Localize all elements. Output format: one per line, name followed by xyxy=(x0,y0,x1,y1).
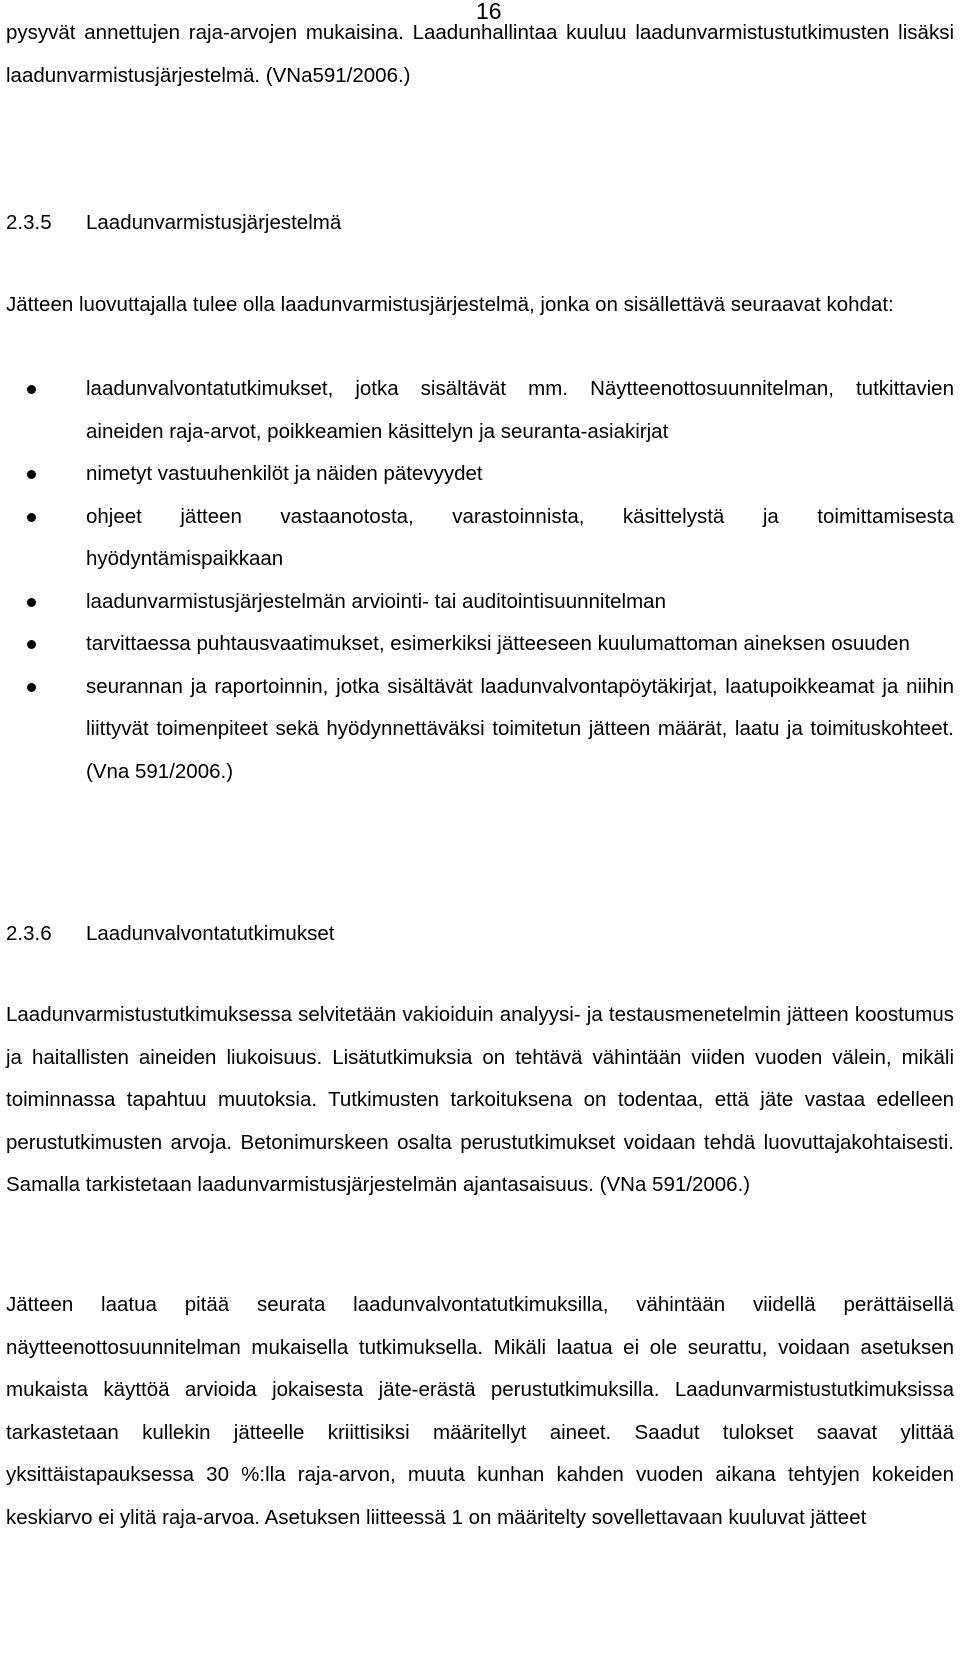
section-heading-2-3-5 xyxy=(6,202,954,245)
intro-paragraph: pysyvät annettujen raja-arvojen mukaisina. Laadunhallintaa kuuluu laadunvarmistustutkimusten lisäksi laadunvarmistusjärjestelmä. (VNa591/2006.) xyxy=(6,21,954,87)
section-heading-2-3-6 xyxy=(6,913,954,956)
list-item: ohjeet jätteen vastaanotosta, varastoinnista, käsittelystä ja toimittamisesta hyödyntämispaikkaan xyxy=(0,496,954,581)
section-title: Laadunvalvontatutkimukset xyxy=(86,922,335,945)
body-paragraph-1: Laadunvarmistustutkimuksessa selvitetään vakioiduin analyysi- ja testausmenetelmin jätteen koostumus ja haitallisten aineiden liukoisuus. Lisätutkimuksia on tehtävä vähintään viiden vuoden välein, mikäli toiminnassa tapahtuu muutoksia. Tutkimusten tarkoituksena on todentaa, että jäte vastaa edelleen perustutkimusten arvoja. Betonimurskeen osalta perustutkimukset voidaan tehdä luovuttajakohtaisesti. Samalla tarkistetaan laadunvarmistusjärjestelmän ajantasaisuus. (VNa 591/2006.) xyxy=(6,1003,954,1196)
bullet-icon xyxy=(27,385,36,394)
section-number: 2.3.5 xyxy=(6,211,52,234)
list-item: nimetyt vastuuhenkilöt ja näiden pätevyydet xyxy=(0,453,954,496)
section-title: Laadunvarmistusjärjestelmä xyxy=(86,211,342,234)
section-number: 2.3.6 xyxy=(6,922,52,945)
bullet-icon xyxy=(27,640,36,649)
list-item: seurannan ja raportoinnin, jotka sisältävät laadunvalvontapöytäkirjat, laatupoikkeamat ja niihin liittyvät toimenpiteet sekä hyödynnettäväksi toimitetun jätteen määrät, laatu ja toimituskohteet. (Vna 591/2006.) xyxy=(0,666,954,794)
bullet-icon xyxy=(27,470,36,479)
list-item: laadunvalvontatutkimukset, jotka sisältävät mm. Näytteenottosuunnitelman, tutkittavien aineiden raja-arvot, poikkeamien käsittelyn ja seuranta-asiakirjat xyxy=(0,368,954,453)
requirements-list xyxy=(0,368,954,793)
bullet-icon xyxy=(27,513,36,522)
list-item: laadunvarmistusjärjestelmän arviointi- tai auditointisuunnitelman xyxy=(0,581,954,624)
bullet-icon xyxy=(27,598,36,607)
page-number: 16 xyxy=(476,0,502,24)
body-paragraph-2: Jätteen laatua pitää seurata laadunvalvontatutkimuksilla, vähintään viidellä perättäisellä näytteenottosuunnitelman mukaisella tutkimuksella. Mikäli laatua ei ole seurattu, voidaan asetuksen mukaista käyttöä arvioida jokaisesta jäte-erästä perustutkimuksilla. Laadunvarmistustutkimuksissa tarkastetaan kullekin jätteelle kriittisiksi määritellyt aineet. Saadut tulokset saavat ylittää yksittäistapauksessa 30 %:lla raja-arvon, muuta kunhan kahden vuoden aikana tehtyjen kokeiden keskiarvo ei ylitä raja-arvoa. Asetuksen liitteessä 1 on määritelty sovellettavaan kuuluvat jätteet xyxy=(6,1293,954,1529)
section-lead-paragraph: Jätteen luovuttajalla tulee olla laadunvarmistusjärjestelmä, jonka on sisällettävä seuraavat kohdat: xyxy=(6,293,894,316)
list-item: tarvittaessa puhtausvaatimukset, esimerkiksi jätteeseen kuulumattoman aineksen osuuden xyxy=(0,623,954,666)
bullet-icon xyxy=(27,683,36,692)
